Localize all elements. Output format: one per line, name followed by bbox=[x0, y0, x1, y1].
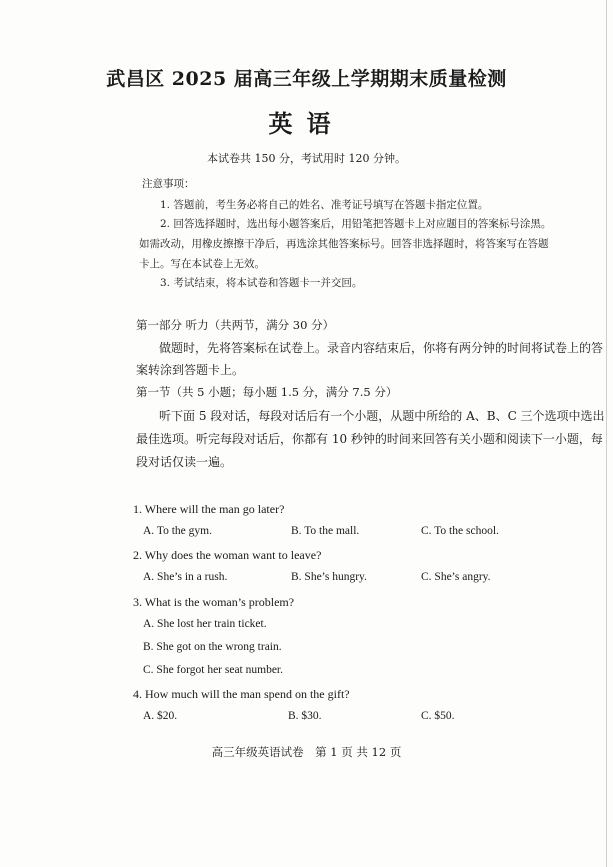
option-4c: C. $50. bbox=[421, 710, 455, 722]
note-line: 如需改动，用橡皮擦擦干净后，再选涂其他答案标号。回答非选择题时，将答案写在答题 bbox=[139, 238, 549, 250]
exam-info: 本试卷共 150 分，考试用时 120 分钟。 bbox=[207, 152, 406, 165]
section1-heading: 第一节（共 5 小题；每小题 1.5 分，满分 7.5 分） bbox=[136, 385, 398, 399]
question-3: 3. What is the woman’s problem? bbox=[133, 595, 295, 609]
part1-intro-line: 做题时，先将答案标在试卷上。录音内容结束后，你将有两分钟的时间将试卷上的答 bbox=[159, 341, 604, 355]
option-2a: A. She’s in a rush. bbox=[143, 571, 228, 583]
exam-title: 武昌区 2025 届高三年级上学期期末质量检测 bbox=[106, 68, 507, 90]
option-1a: A. To the gym. bbox=[143, 525, 212, 537]
option-3b: B. She got on the wrong train. bbox=[143, 641, 282, 653]
option-3c: C. She forgot her seat number. bbox=[143, 664, 283, 676]
part1-heading: 第一部分 听力（共两节，满分 30 分） bbox=[136, 318, 335, 332]
section1-intro-line: 听下面 5 段对话，每段对话后有一个小题，从题中所给的 A、B、C 三个选项中选出 bbox=[159, 409, 605, 423]
note-line: 2. 回答选择题时，选出每小题答案后，用铅笔把答题卡上对应题目的答案标号涂黑。 bbox=[160, 218, 552, 230]
page-footer: 高三年级英语试卷 第 1 页 共 12 页 bbox=[211, 745, 402, 759]
option-2b: B. She’s hungry. bbox=[291, 571, 367, 583]
part1-intro-line: 案转涂到答题卡上。 bbox=[136, 363, 245, 377]
note-line: 3. 考试结束，将本试卷和答题卡一并交回。 bbox=[160, 277, 363, 289]
section1-intro-line: 最佳选项。听完每段对话后，你都有 10 秒钟的时间来回答有关小题和阅读下一小题，每 bbox=[136, 432, 603, 446]
option-1c: C. To the school. bbox=[421, 525, 499, 537]
subject-title: 英语 bbox=[268, 109, 345, 138]
note-line: 1. 答题前，考生务必将自己的姓名、准考证号填写在答题卡指定位置。 bbox=[160, 199, 489, 211]
option-1b: B. To the mall. bbox=[291, 525, 360, 537]
option-2c: C. She’s angry. bbox=[421, 571, 491, 583]
question-1: 1. Where will the man go later? bbox=[133, 502, 285, 516]
note-line: 卡上。写在本试卷上无效。 bbox=[139, 258, 265, 270]
option-4a: A. $20. bbox=[143, 710, 178, 722]
option-4b: B. $30. bbox=[288, 710, 322, 722]
section1-intro-line: 段对话仅读一遍。 bbox=[136, 455, 233, 469]
notes-title: 注意事项： bbox=[142, 178, 195, 190]
question-2: 2. Why does the woman want to leave? bbox=[133, 548, 322, 562]
option-3a: A. She lost her train ticket. bbox=[143, 618, 267, 630]
question-4: 4. How much will the man spend on the gift? bbox=[133, 687, 350, 701]
